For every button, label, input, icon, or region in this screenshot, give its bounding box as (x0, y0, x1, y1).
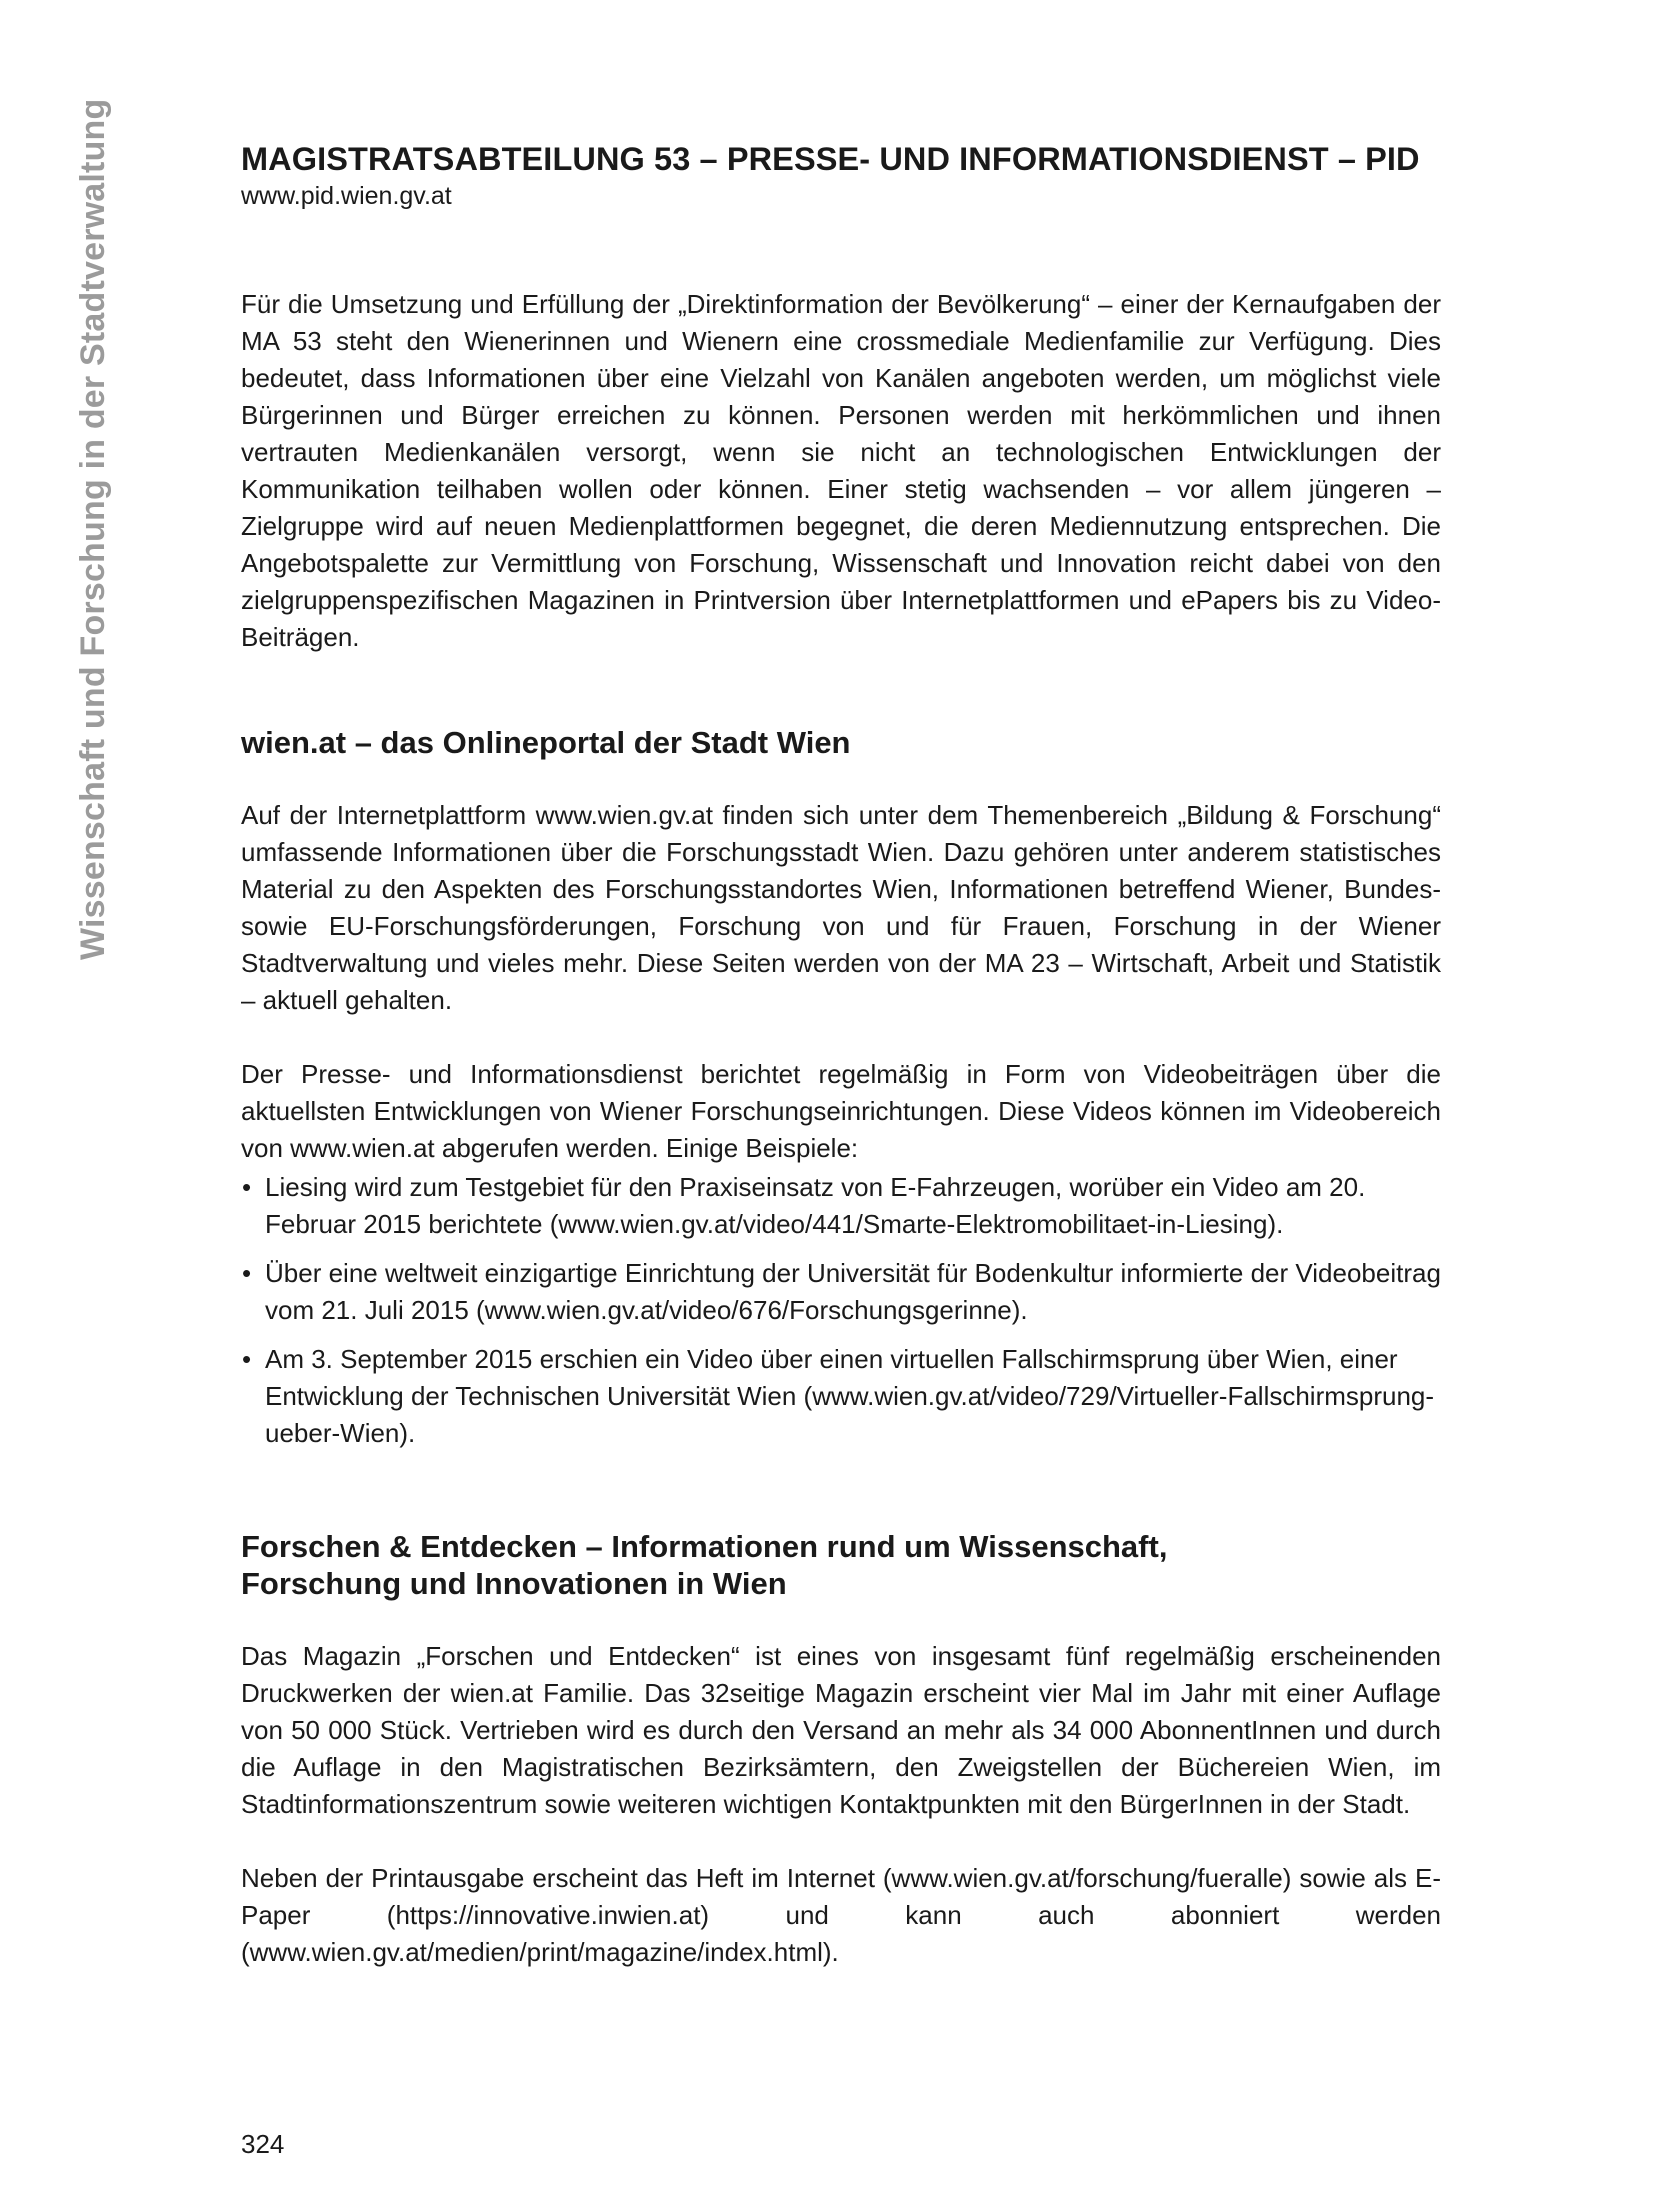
forschen-paragraph-2: Neben der Printausgabe erscheint das Heft im Internet (www.wien.gv.at/forschung/fueralle) sowie als E-Paper (https://innovative.inwien.at) und kann auch abonniert werden (www.wien.gv.at/medien/print/magazine/index.html). (241, 1863, 1441, 1967)
wien-at-paragraph-1: Auf der Internetplattform www.wien.gv.at finden sich unter dem Themenbereich „Bildung & Forschung“ umfassende Informationen über die Forschungsstadt Wien. Dazu gehören unter anderem statistisches Material zu den Aspekten des Forschungsstandortes Wien, Informationen betreffend Wiener, Bundes- sowie EU-Forschungsförderungen, Forschung von und für Frauen, Forschung in der Wiener Stadtverwaltung und vieles mehr. Diese Seiten werden von der MA 23 – Wirtschaft, Arbeit und Statistik – aktuell gehalten. (241, 800, 1441, 1015)
page-content (241, 140, 1441, 1971)
wien-at-paragraph-2: Der Presse- und Informationsdienst berichtet regelmäßig in Form von Videobeiträgen über die aktuellsten Entwicklungen von Wiener Forschungseinrichtungen. Diese Videos können im Videobereich von www.wien.at abgerufen werden. Einige Beispiele: (241, 1059, 1441, 1163)
list-item (241, 1341, 1455, 1452)
page-number: 324 (241, 2129, 285, 2159)
list-item-text: Am 3. September 2015 erschien ein Video über einen virtuellen Fallschirmsprung über Wien, einer Entwicklung der Technischen Universität Wien (www.wien.gv.at/video/729/Virtueller-Fallschirmsprung-ueber-Wien). (265, 1344, 1435, 1448)
section-heading-forschen-entdecken (241, 1528, 1441, 1602)
list-item-text: Liesing wird zum Testgebiet für den Praxiseinsatz von E-Fahrzeugen, worüber ein Video am 20. Februar 2015 berichtete (www.wien.gv.at/video/441/Smarte-Elektromobilitaet-in-Liesing). (265, 1172, 1366, 1239)
list-item (241, 1169, 1455, 1243)
heading-line-2: Forschung und Innovationen in Wien (241, 1566, 787, 1601)
bullet-icon: • (242, 1344, 252, 1374)
list-item (241, 1255, 1455, 1329)
intro-paragraph: Für die Umsetzung und Erfüllung der „Direktinformation der Bevölkerung“ – einer der Kernaufgaben der MA 53 steht den Wienerinnen und Wienern eine crossmediale Medienfamilie zur Verfügung. Dies bedeutet, dass Informationen über eine Vielzahl von Kanälen angeboten werden, um möglichst viele Bürgerinnen und Bürger erreichen zu können. Personen werden mit herkömmlichen und ihnen vertrauten Medienkanälen versorgt, wenn sie nicht an technologischen Entwicklungen der Kommunikation teilhaben wollen oder können. Einer stetig wachsenden – vor allem jüngeren – Zielgruppe wird auf neuen Medienplattformen begegnet, die deren Mediennutzung entsprechen. Die Angebotspalette zur Vermittlung von Forschung, Wissenschaft und Innovation reicht dabei von den zielgruppenspezifischen Magazinen in Printversion über Internetplattformen und ePapers bis zu Video-Beiträgen. (241, 289, 1441, 652)
side-section-label: Wissenschaft und Forschung in der Stadtverwaltung (74, 98, 112, 960)
bullet-icon: • (242, 1172, 252, 1202)
heading-line-1: Forschen & Entdecken – Informationen rund um Wissenschaft, (241, 1529, 1168, 1564)
video-examples-list (241, 1169, 1441, 1452)
department-url: www.pid.wien.gv.at (241, 182, 452, 210)
bullet-icon: • (242, 1258, 252, 1288)
page-title: MAGISTRATSABTEILUNG 53 – PRESSE- UND INFORMATIONSDIENST – PID (241, 141, 1420, 177)
list-item-text: Über eine weltweit einzigartige Einrichtung der Universität für Bodenkultur informierte der Videobeitrag vom 21. Juli 2015 (www.wien.gv.at/video/676/Forschungsgerinne). (265, 1258, 1441, 1325)
forschen-paragraph-1: Das Magazin „Forschen und Entdecken“ ist eines von insgesamt fünf regelmäßig erscheinenden Druckwerken der wien.at Familie. Das 32seitige Magazin erscheint vier Mal im Jahr mit einer Auflage von 50 000 Stück. Vertrieben wird es durch den Versand an mehr als 34 000 AbonnentInnen und durch die Auflage in den Magistratischen Bezirksämtern, den Zweigstellen der Büchereien Wien, im Stadtinformationszentrum sowie weiteren wichtigen Kontaktpunkten mit den BürgerInnen in der Stadt. (241, 1641, 1441, 1819)
section-heading-wien-at: wien.at – das Onlineportal der Stadt Wien (241, 725, 851, 760)
